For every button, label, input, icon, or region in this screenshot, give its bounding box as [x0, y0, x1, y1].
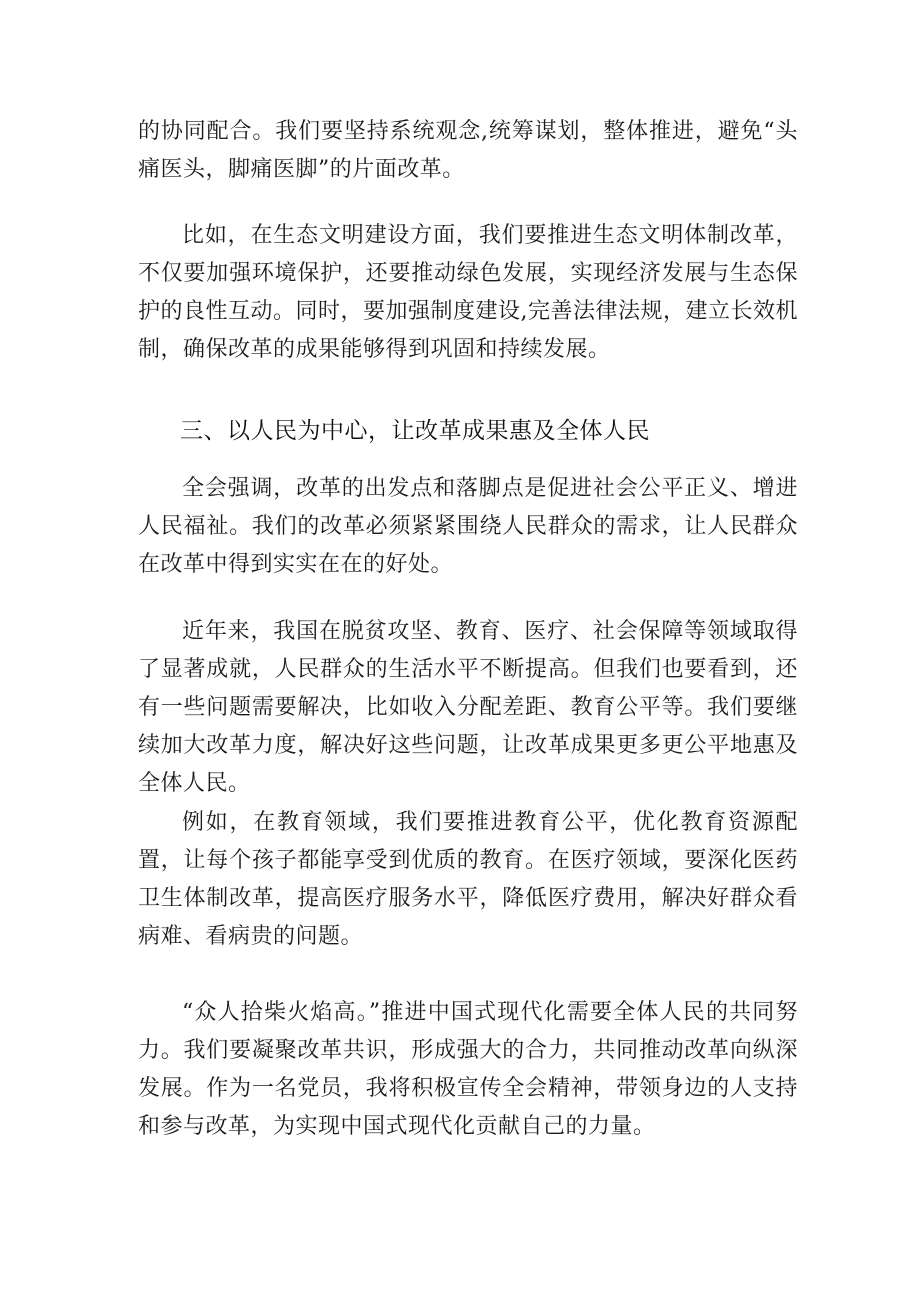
section-heading-three: 三、以人民为中心，让改革成果惠及全体人民 [180, 418, 650, 444]
paragraph-recent-achievements: 近年来，我国在脱贫攻坚、教育、医疗、社会保障等领域取得了显著成就，人民群众的生活水平不断提高。但我们也要看到，还有一些问题需要解决，比如收入分配差距、教育公平等。我们要继续加大改革力度，解决好这些问题，让改革成果更多更公平地惠及全体人民。 [138, 619, 798, 796]
paragraph-plenary-emphasis: 全会强调，改革的出发点和落脚点是促进社会公平正义、增进人民福祉。我们的改革必须紧紧围绕人民群众的需求，让人民群众在改革中得到实实在在的好处。 [138, 476, 798, 577]
paragraph-continuation: 的协同配合。我们要坚持系统观念,统筹谋划，整体推进，避免“头痛医头，脚痛医脚”的片面改革。 [138, 119, 798, 182]
paragraph-ecology-example: 比如，在生态文明建设方面，我们要推进生态文明体制改革，不仅要加强环境保护，还要推动绿色发展，实现经济发展与生态保护的良性互动。同时，要加强制度建设,完善法律法规，建立长效机制，确保改革的成果能够得到巩固和持续发展。 [138, 223, 798, 362]
paragraph-conclusion: “众人拾柴火焰高。”推进中国式现代化需要全体人民的共同努力。我们要凝聚改革共识，形成强大的合力，共同推动改革向纵深发展。作为一名党员，我将积极宣传全会精神，带领身边的人支持和参与改革，为实现中国式现代化贡献自己的力量。 [138, 1000, 798, 1139]
paragraph-education-example: 例如，在教育领域，我们要推进教育公平，优化教育资源配置，让每个孩子都能享受到优质的教育。在医疗领域，要深化医药卫生体制改革，提高医疗服务水平，降低医疗费用，解决好群众看病难、看病贵的问题。 [138, 810, 798, 949]
